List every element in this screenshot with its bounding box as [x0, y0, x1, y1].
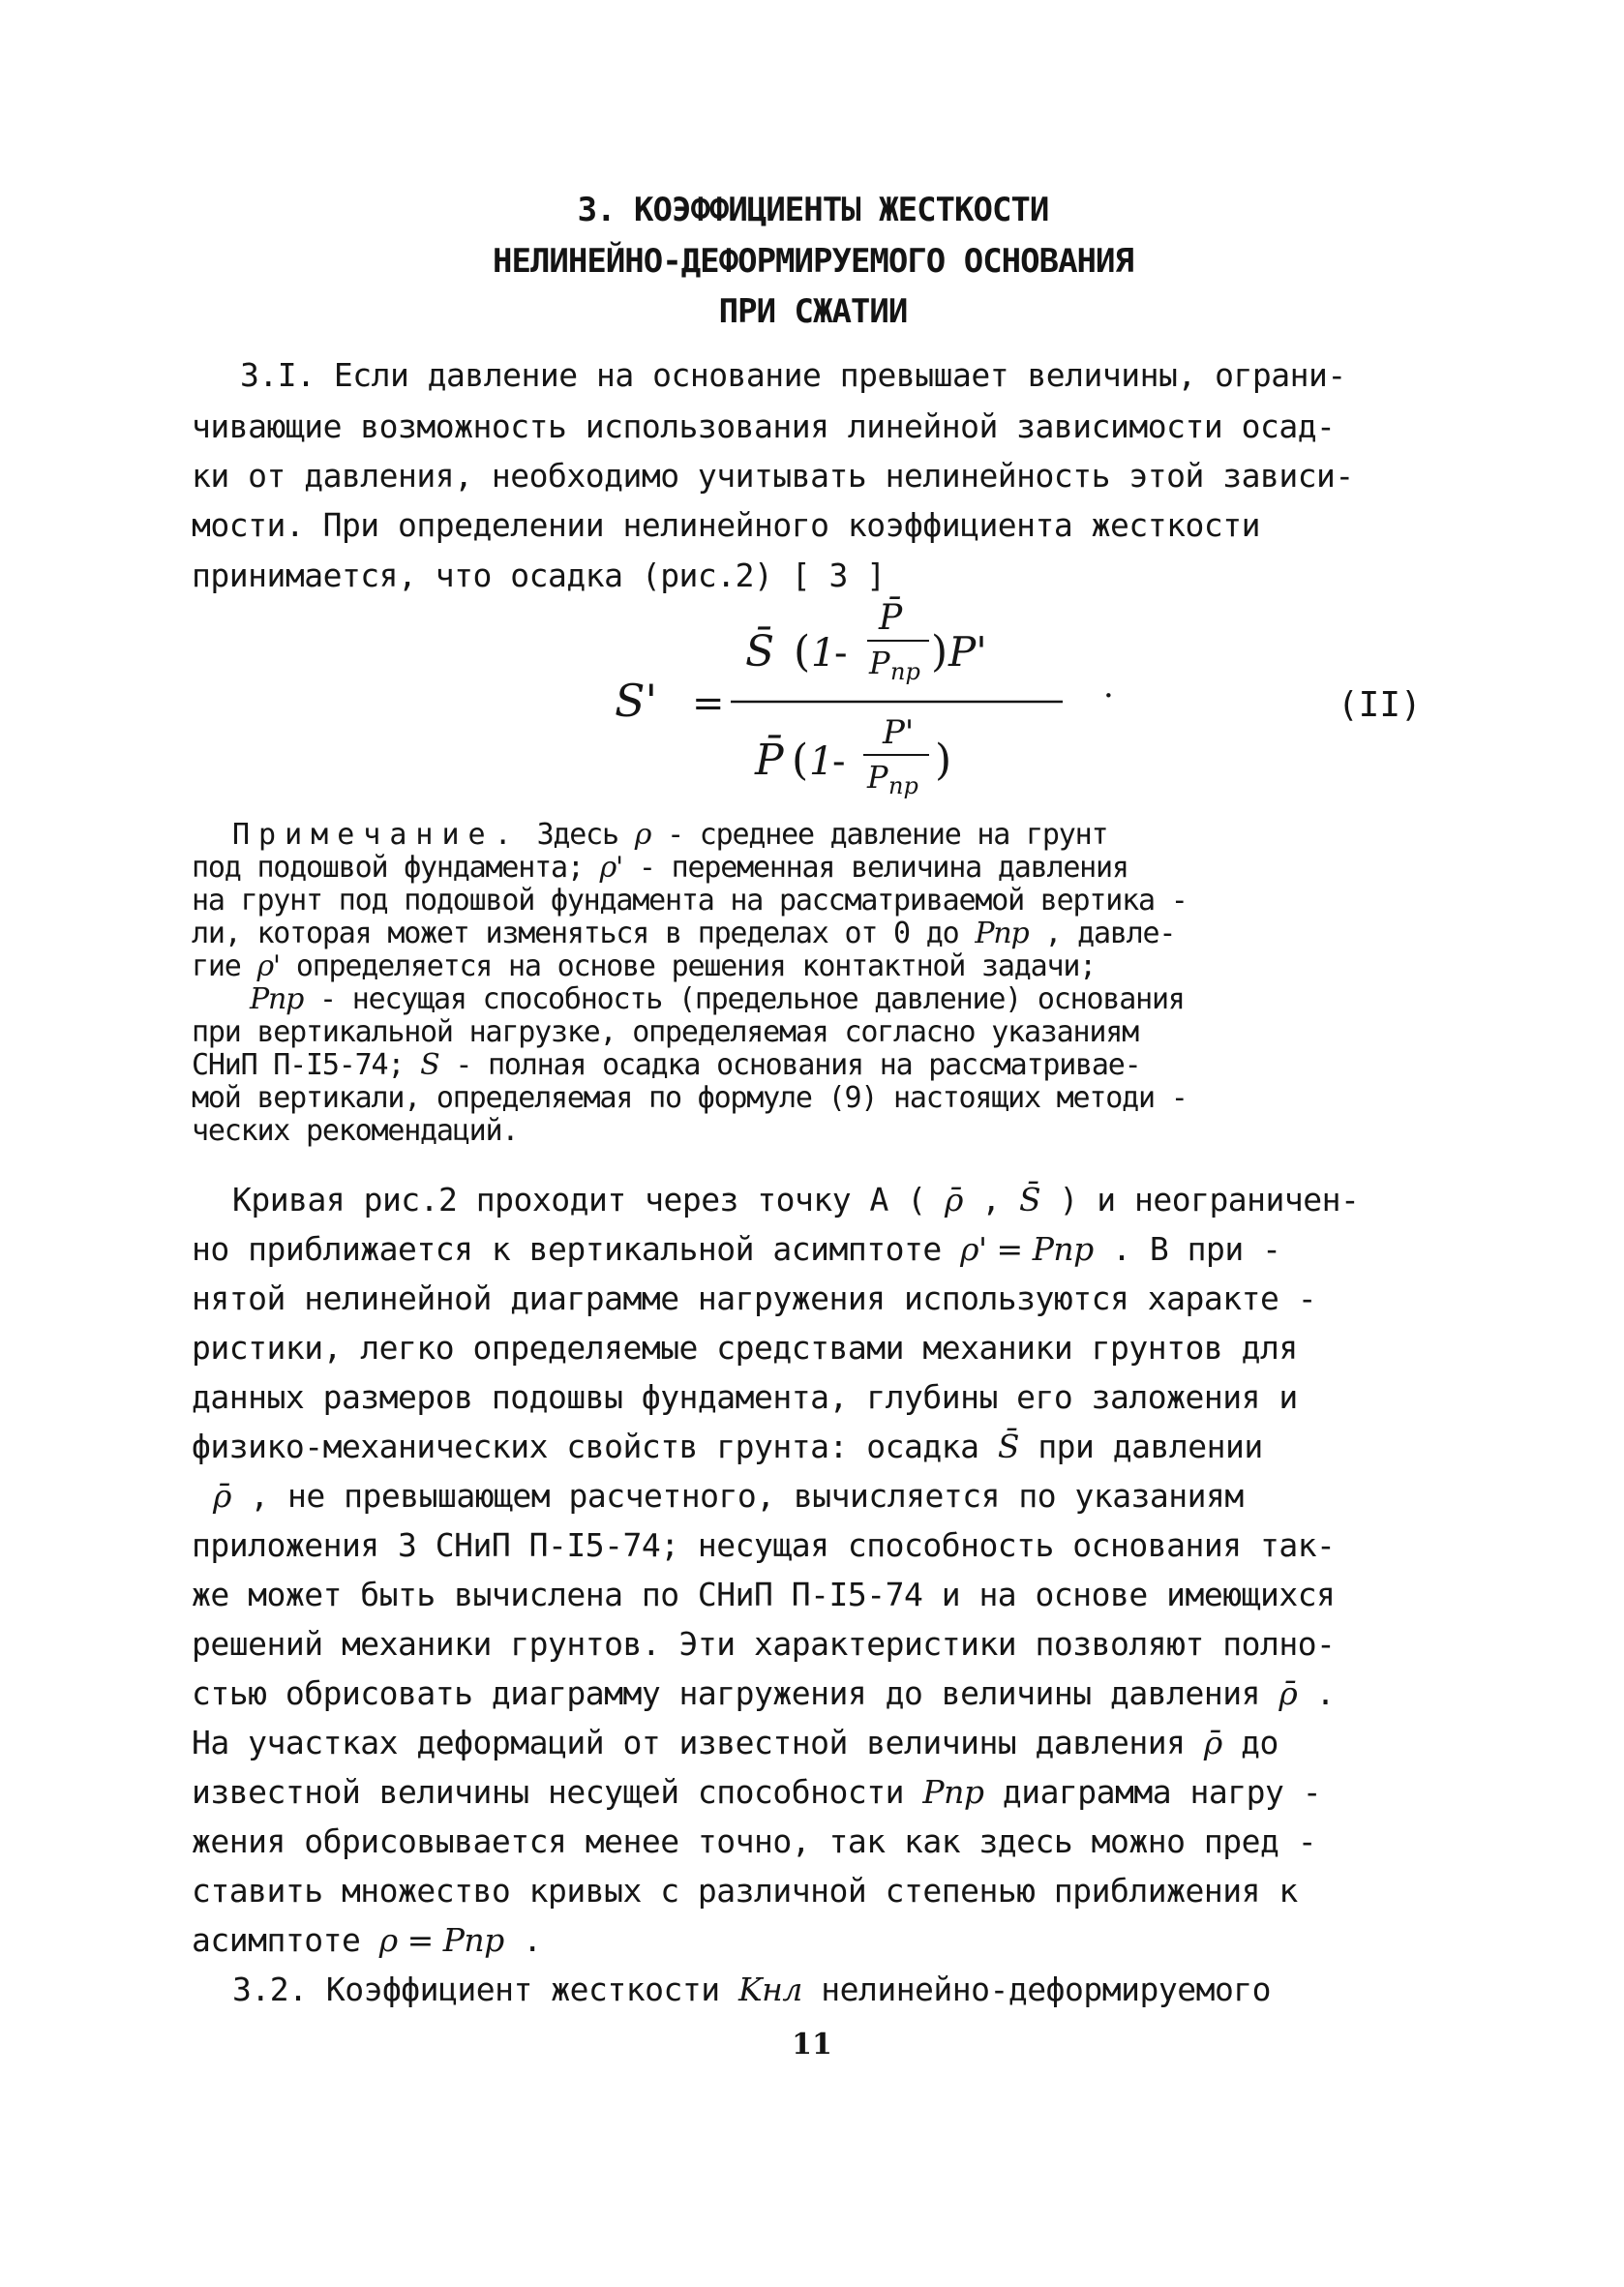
section-heading-line-1: 3. КОЭФФИЦИЕНТЫ ЖЕСТКОСТИ: [577, 191, 1049, 229]
symbol-p-pr: Pпр: [975, 917, 1029, 950]
formula-one: 1: [809, 739, 834, 784]
symbol-asymptote: ρ' = Pпр: [960, 1230, 1094, 1268]
formula-p-pr: P: [869, 645, 890, 681]
symbol-p: ρ: [634, 818, 651, 852]
symbol-k-nl: Kнл: [737, 1971, 802, 2008]
note-line: Примечание. Здесь ρ - среднее давление на грунт: [232, 818, 1108, 852]
para-curve-line: нятой нелинейной диаграмме нагружения используются характе -: [192, 1279, 1317, 1317]
formula-pr-sub: пр: [888, 772, 918, 799]
formula-dot: ·: [1103, 677, 1114, 715]
para-curve-line: стью обрисовать диаграмму нагружения до величины давления ρ̄ .: [192, 1674, 1335, 1712]
symbol-p-bar: ρ̄: [1203, 1724, 1222, 1761]
para-curve-line: известной величины несущей способности Pпр диаграмма нагру -: [192, 1773, 1322, 1811]
formula-p-prime: P': [948, 628, 987, 676]
para-3-1-line: мости. При определении нелинейного коэффициента жесткости: [192, 506, 1260, 544]
formula-minus: -: [832, 739, 846, 784]
svg-text:): ): [935, 736, 952, 785]
note-line: под подошвой фундамента; ρ' - переменная величина давления: [192, 851, 1128, 885]
symbol-s-bar: S̄: [1019, 1181, 1041, 1219]
para-curve-line: ρ̄ , не превышающем расчетного, вычисляется по указаниям: [213, 1477, 1244, 1515]
svg-text:(: (: [794, 627, 811, 677]
para-curve-line: но приближается к вертикальной асимптоте ρ' = Pпр . В при -: [192, 1230, 1281, 1268]
note-label: Примечание.: [232, 818, 521, 852]
symbol-p-pr: Pпр: [922, 1773, 984, 1811]
para-curve-line: асимптоте ρ = Pпр .: [192, 1921, 542, 1959]
para-curve-line: же может быть вычислена по СНиП П-I5-74 и на основе имеющихся: [192, 1576, 1336, 1613]
note-line: на грунт под подошвой фундамента на рассматриваемой вертика -: [192, 884, 1188, 918]
note-line: при вертикальной нагрузке, определяемая согласно указаниям: [192, 1015, 1138, 1049]
note-line: ли, которая может изменяться в пределах от 0 до Pпр , давле-: [192, 917, 1176, 950]
symbol-p-bar: ρ̄: [213, 1477, 231, 1515]
formula-equals: =: [692, 681, 725, 726]
formula-p-bar: P̄: [755, 736, 784, 785]
note-line: гие ρ' определяется на основе решения контактной задачи;: [192, 949, 1097, 983]
symbol-p-prime: ρ': [256, 949, 280, 983]
para-curve-line: физико-механических свойств грунта: осадка S̄ при давлении: [192, 1428, 1263, 1465]
svg-text:(: (: [792, 736, 809, 785]
symbol-s: S: [420, 1048, 439, 1082]
formula-11: [600, 581, 1471, 803]
formula-pr-sub: пр: [890, 658, 920, 685]
para-curve-line: Кривая рис.2 проходит через точку А ( ρ̄ , S̄ ) и неограничен-: [232, 1181, 1360, 1219]
svg-text:): ): [931, 627, 948, 677]
symbol-p-bar: ρ̄: [944, 1181, 963, 1219]
formula-p-prime: P': [883, 713, 915, 752]
symbol-s-bar: S̄: [997, 1428, 1019, 1465]
symbol-asymptote: ρ = Pпр: [378, 1921, 504, 1959]
para-curve-line: приложения 3 СНиП П-I5-74; несущая способность основания так-: [192, 1526, 1336, 1564]
para-curve-line: На участках деформаций от известной величины давления ρ̄ до: [192, 1724, 1278, 1761]
note-line: ческих рекомендаций.: [192, 1114, 519, 1148]
para-curve-line: решений механики грунтов. Эти характеристики позволяют полно-: [192, 1625, 1336, 1663]
page-number: 11: [792, 2028, 832, 2061]
para-3-1-line: ки от давления, необходимо учитывать нелинейность этой зависи-: [192, 457, 1354, 495]
formula-s-bar: S̄: [745, 627, 775, 677]
note-line: Pпр - несущая способность (предельное давление) основания: [250, 982, 1185, 1016]
formula-one: 1: [811, 631, 836, 676]
note-line: СНиП П-I5-74; S - полная осадка основания на рассматривае-: [192, 1048, 1141, 1082]
symbol-p-bar: ρ̄: [1278, 1674, 1298, 1712]
para-3-1-line: принимается, что осадка (рис.2) [ 3 ]: [192, 557, 886, 594]
para-curve-line: ставить множество кривых с различной степенью приближения к: [192, 1872, 1298, 1910]
para-curve-line: данных размеров подошвы фундамента, глубины его заложения и: [192, 1378, 1298, 1416]
formula-number: (II): [1338, 685, 1422, 725]
para-3-2-line: 3.2. Коэффициент жесткости Kнл нелинейно-деформируемого: [232, 1971, 1272, 2008]
para-3-1-line: чивающие возможность использования линейной зависимости осад-: [192, 407, 1336, 445]
para-curve-line: жения обрисовывается менее точно, так как здесь можно пред -: [192, 1822, 1317, 1860]
section-heading-line-3: ПРИ СЖАТИИ: [718, 292, 908, 331]
para-curve-line: ристики, легко определяемые средствами механики грунтов для: [192, 1329, 1298, 1367]
symbol-p-prime: ρ': [599, 851, 623, 885]
formula-p-pr: P: [867, 759, 888, 796]
formula-minus: -: [834, 631, 848, 676]
symbol-p-pr: Pпр: [250, 982, 304, 1016]
formula-lhs: S': [615, 675, 658, 727]
note-line: мой вертикали, определяемая по формуле (9) настоящих методи -: [192, 1081, 1188, 1115]
section-heading-line-2: НЕЛИНЕЙНО-ДЕФОРМИРУЕМОГО ОСНОВАНИЯ: [493, 242, 1133, 281]
para-3-1-line: 3.I. Если давление на основание превышает величины, ограни-: [240, 356, 1346, 394]
formula-p-bar: P̄: [879, 598, 903, 638]
